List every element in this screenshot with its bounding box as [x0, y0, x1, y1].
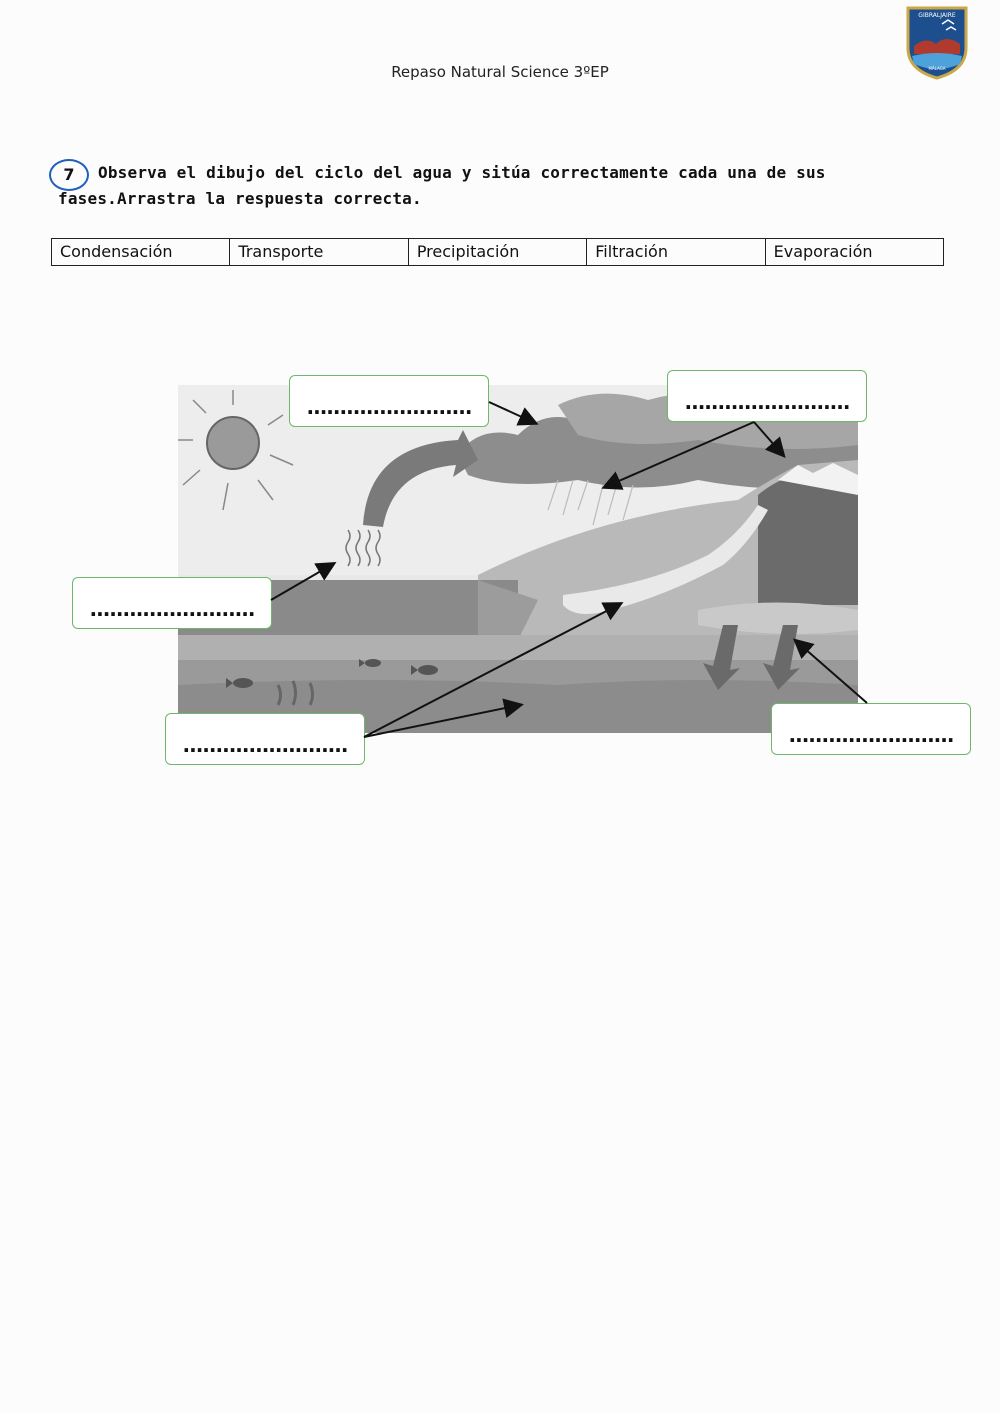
page-title: Repaso Natural Science 3ºEP: [391, 63, 609, 81]
answer-precipitacion[interactable]: Precipitación: [409, 239, 587, 265]
drop-zone-transport[interactable]: .........................: [165, 713, 365, 765]
answer-filtracion[interactable]: Filtración: [587, 239, 765, 265]
drop-zone-precipitation[interactable]: .........................: [667, 370, 867, 422]
answer-evaporacion[interactable]: Evaporación: [773, 242, 873, 261]
svg-text:GIBRALJAIRE: GIBRALJAIRE: [918, 12, 956, 19]
answer-transporte[interactable]: Transporte: [230, 239, 408, 265]
question-number: 7: [49, 159, 89, 191]
water-cycle-illustration: [178, 385, 858, 733]
drop-zone-condensation[interactable]: .........................: [289, 375, 489, 427]
svg-text:MÁLAGA: MÁLAGA: [928, 66, 946, 71]
question-text: Observa el dibujo del ciclo del agua y sitúa correctamente cada una de sus fases.Arrastra la respuesta correcta.: [58, 163, 826, 208]
answer-bank: [51, 238, 944, 266]
answer-condensacion[interactable]: Condensación: [52, 239, 230, 265]
school-logo: [906, 6, 968, 80]
drop-zone-filtration[interactable]: .........................: [771, 703, 971, 755]
drop-zone-evaporation[interactable]: .........................: [72, 577, 272, 629]
